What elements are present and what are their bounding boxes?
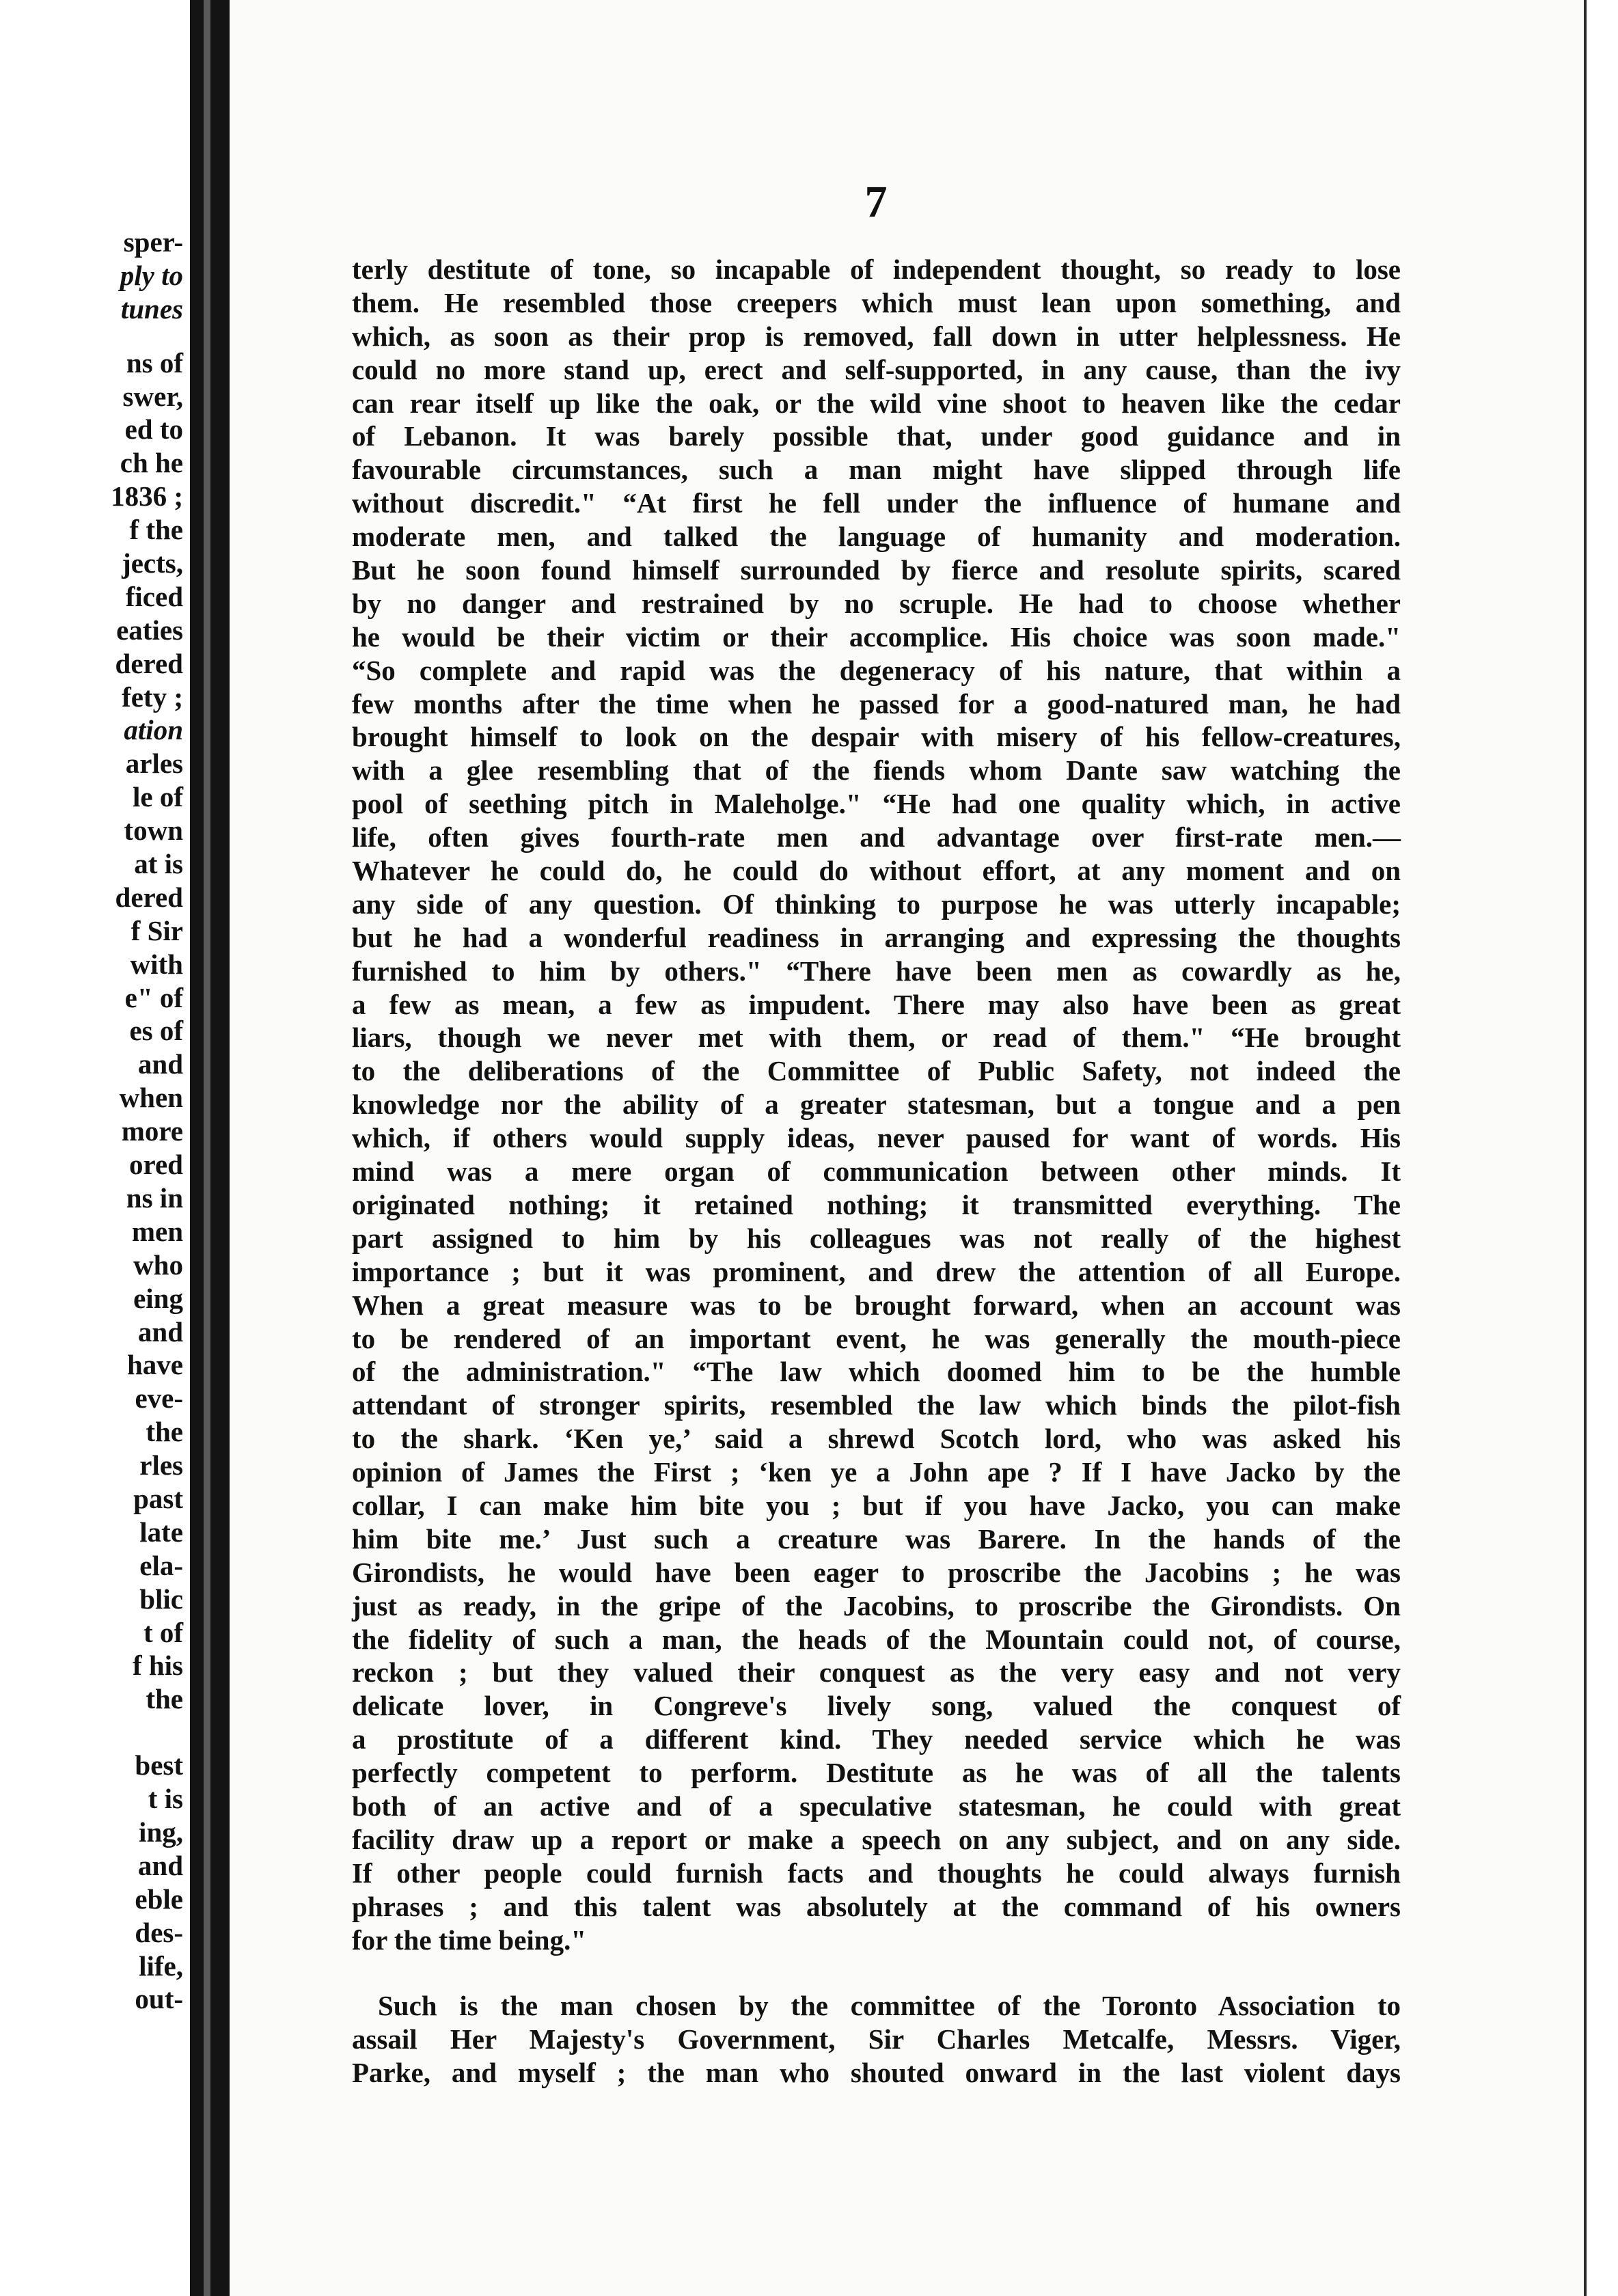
text-line: favourable circumstances, such a man might have slipped through life	[352, 454, 1401, 486]
margin-fragment: and	[137, 1048, 183, 1080]
margin-fragment: ored	[129, 1149, 183, 1181]
margin-fragment: es of	[129, 1015, 183, 1047]
margin-fragment: eaties	[116, 614, 183, 646]
margin-fragment: blic	[139, 1583, 183, 1615]
text-line: Such is the man chosen by the committee of the Toronto Association to	[378, 1990, 1401, 2022]
text-line: liars, though we never met with them, or read of them." “He brought	[352, 1022, 1401, 1054]
text-line: which, if others would supply ideas, never paused for want of words. His	[352, 1122, 1401, 1154]
margin-fragment: who	[133, 1248, 183, 1281]
text-line: to the shark. ‘Ken ye,’ said a shrewd Scotch lord, who was asked his	[352, 1423, 1401, 1455]
text-line: which, as soon as their prop is removed, fall down in utter helplessness. He	[352, 320, 1401, 352]
text-line: Girondists, he would have been eager to proscribe the Jacobins ; he was	[352, 1556, 1401, 1588]
margin-fragment: ply to	[120, 259, 183, 291]
text-line: delicate lover, in Congreve's lively song, valued the conquest of	[352, 1690, 1401, 1722]
text-line: collar, I can make him bite you ; but if you have Jacko, you can make	[352, 1489, 1401, 1521]
text-line: facility draw up a report or make a speech on any subject, and on any side.	[352, 1823, 1401, 1855]
text-line: brought himself to look on the despair with misery of his fellow-creatures,	[352, 721, 1401, 753]
text-line: mind was a mere organ of communication between other minds. It	[352, 1156, 1401, 1188]
text-line: a prostitute of a different kind. They needed service which he was	[352, 1723, 1401, 1755]
margin-fragment: men	[131, 1215, 183, 1247]
margin-fragment: ch he	[120, 447, 183, 479]
text-line: just as ready, in the gripe of the Jacobins, to proscribe the Girondists. On	[352, 1589, 1401, 1622]
text-line: of the administration." “The law which doomed him to be the humble	[352, 1356, 1401, 1388]
paragraph-gap	[352, 1956, 1401, 1989]
text-line: But he soon found himself surrounded by fierce and resolute spirits, scared	[352, 554, 1401, 586]
margin-fragment: swer,	[122, 380, 183, 412]
text-line: perfectly competent to perform. Destitute as he was of all the talents	[352, 1757, 1401, 1789]
text-line: If other people could furnish facts and thoughts he could always furnish	[352, 1857, 1401, 1889]
text-line: reckon ; but they valued their conquest as the very easy and not very	[352, 1656, 1401, 1689]
text-line: part assigned to him by his colleagues was not really of the highest	[352, 1222, 1401, 1254]
margin-fragment: more	[121, 1115, 183, 1147]
margin-fragment: ing,	[139, 1816, 183, 1848]
text-line: Whatever he could do, he could do without effort, at any moment and on	[352, 855, 1401, 887]
margin-fragment: 1836 ;	[111, 480, 183, 512]
text-line: could no more stand up, erect and self-supported, in any cause, than the ivy	[352, 353, 1401, 385]
margin-fragment: ns in	[126, 1181, 183, 1214]
margin-fragment: life,	[139, 1950, 183, 1982]
margin-fragment: out-	[135, 1983, 183, 2015]
text-line: terly destitute of tone, so incapable of independent thought, so ready to lose	[352, 254, 1401, 285]
margin-fragment: ela-	[139, 1549, 183, 1581]
margin-fragment: town	[124, 815, 183, 847]
text-line: but he had a wonderful readiness in arranging and expressing the thoughts	[352, 921, 1401, 953]
margin-fragment: the	[146, 1416, 183, 1448]
text-line: Parke, and myself ; the man who shouted onward in the last violent days	[352, 2057, 1401, 2089]
margin-fragment: dered	[115, 647, 183, 679]
margin-fragment: when	[119, 1082, 183, 1114]
page-number: 7	[864, 177, 888, 227]
text-line: them. He resembled those creepers which must lean upon something, and	[352, 286, 1401, 318]
text-line: few months after the time when he passed for a good-natured man, he had	[352, 687, 1401, 720]
text-line: without discredit." “At first he fell under the influence of humane and	[352, 487, 1401, 519]
margin-fragment: sper-	[123, 226, 183, 258]
margin-fragment: le of	[133, 781, 183, 813]
text-line: both of an active and of a speculative statesman, he could with great	[352, 1790, 1401, 1822]
margin-fragment: with	[130, 948, 183, 980]
margin-fragment: e" of	[124, 981, 183, 1013]
margin-fragment: best	[135, 1749, 183, 1781]
margin-fragment: t of	[143, 1616, 183, 1648]
margin-fragment: late	[139, 1516, 183, 1548]
text-line: pool of seething pitch in Maleholge." “He had one quality which, in active	[352, 788, 1401, 820]
margin-fragment: dered	[115, 881, 183, 913]
text-line: he would be their victim or their accomplice. His choice was soon made."	[352, 620, 1401, 653]
text-line: importance ; but it was prominent, and drew the attention of all Europe.	[352, 1255, 1401, 1287]
margin-fragment: f Sir	[131, 914, 183, 946]
text-line: life, often gives fourth-rate men and advantage over first-rate men.—	[352, 821, 1401, 853]
margin-fragment: t is	[148, 1783, 183, 1815]
margin-fragment: fety ;	[122, 681, 183, 713]
margin-fragment: ficed	[125, 580, 183, 612]
text-line: by no danger and restrained by no scruple. He had to choose whether	[352, 587, 1401, 619]
margin-fragment: past	[133, 1482, 183, 1514]
text-line: knowledge nor the ability of a greater statesman, but a tongue and a pen	[352, 1089, 1401, 1121]
margin-fragment: f his	[132, 1650, 183, 1682]
text-line: a few as mean, a few as impudent. There may also have been as great	[352, 988, 1401, 1020]
text-line: moderate men, and talked the language of humanity and moderation.	[352, 521, 1401, 553]
margin-fragment: ns of	[126, 346, 183, 379]
margin-fragment: f the	[129, 514, 183, 546]
text-line: opinion of James the First ; ‘ken ye a John ape ? If I have Jacko by the	[352, 1456, 1401, 1488]
margin-fragment: arles	[125, 748, 183, 780]
page-edge	[1584, 0, 1618, 2296]
text-line: attendant of stronger spirits, resembled the law which binds the pilot-fish	[352, 1389, 1401, 1421]
text-line: of Lebanon. It was barely possible that, under good guidance and in	[352, 420, 1401, 452]
margin-fragment: ed to	[124, 413, 183, 446]
text-line: furnished to him by others." “There have been men as cowardly as he,	[352, 955, 1401, 987]
margin-fragment: and	[137, 1315, 183, 1348]
margin-fragment: at is	[134, 848, 183, 880]
text-line: assail Her Majesty's Government, Sir Charles Metcalfe, Messrs. Viger,	[352, 2023, 1401, 2055]
margin-fragment: ation	[124, 714, 183, 746]
text-line: can rear itself up like the oak, or the wild vine shoot to heaven like the cedar	[352, 387, 1401, 419]
text-line: to be rendered of an important event, he was generally the mouth-piece	[352, 1322, 1401, 1354]
margin-fragment: eble	[135, 1883, 183, 1915]
text-line: with a glee resembling that of the fiends whom Dante saw watching the	[352, 754, 1401, 787]
margin-fragment: eve-	[135, 1382, 183, 1414]
text-line: phrases ; and this talent was absolutely at the command of his owners	[352, 1890, 1401, 1922]
margin-fragment: eing	[133, 1282, 183, 1314]
page-body-text	[352, 253, 1401, 2090]
text-line: for the time being."	[352, 1924, 587, 1956]
text-line: the fidelity of such a man, the heads of the Mountain could not, of course,	[352, 1623, 1401, 1655]
margin-fragment	[0, 1716, 183, 1749]
margin-fragment: the	[146, 1683, 183, 1715]
margin-fragment: have	[127, 1349, 183, 1381]
margin-fragment: rles	[139, 1449, 183, 1481]
text-line: him bite me.’ Just such a creature was Barere. In the hands of the	[352, 1522, 1401, 1555]
text-line: When a great measure was to be brought forward, when an account was	[352, 1289, 1401, 1321]
gutter-shadow	[204, 0, 210, 2296]
adjacent-page-fragment	[0, 0, 190, 2296]
margin-fragment: des-	[135, 1916, 183, 1948]
adjacent-page-text	[0, 226, 183, 2016]
margin-fragment: and	[137, 1849, 183, 1881]
text-line: any side of any question. Of thinking to purpose he was utterly incapable;	[352, 888, 1401, 920]
text-line: “So complete and rapid was the degeneracy of his nature, that within a	[352, 654, 1401, 686]
text-line: originated nothing; it retained nothing; it transmitted everything. The	[352, 1188, 1401, 1220]
margin-fragment: tunes	[120, 292, 183, 325]
margin-fragment: jects,	[122, 547, 183, 579]
text-line: to the deliberations of the Committee of Public Safety, not indeed the	[352, 1055, 1401, 1087]
margin-fragment	[0, 326, 183, 346]
